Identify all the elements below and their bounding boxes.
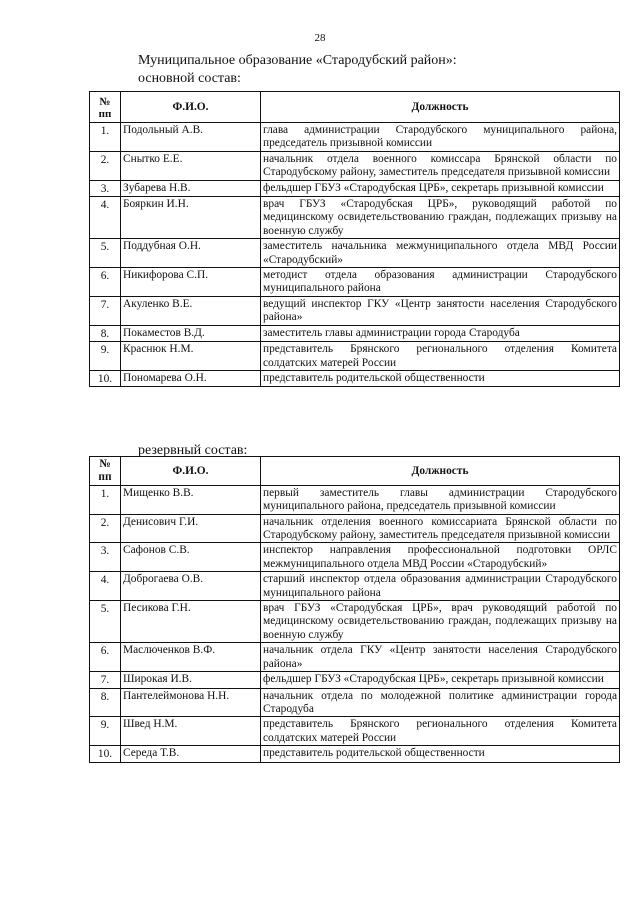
row-number: 7. [90,672,121,688]
table-row [90,717,620,746]
member-name: Поддубная О.Н. [121,239,261,268]
member-name: Широкая И.В. [121,672,261,688]
member-position: представитель Брянского регионального отделения Комитета солдатских матерей России [261,717,620,746]
member-position: врач ГБУЗ «Стародубская ЦРБ», руководящий работой по медицинскому освидетельствованию граждан, подлежащих призыву на военную службу [261,197,620,239]
table-row [90,197,620,239]
main-composition-table [89,91,620,387]
row-number: 1. [90,123,121,152]
row-number: 7. [90,296,121,325]
member-position: инспектор направления профессиональной подготовки ОРЛС межмуниципального отдела МВД России «Стародубский» [261,543,620,572]
row-number: 9. [90,717,121,746]
member-position: заместитель начальника межмуниципального отдела МВД России «Стародубский» [261,239,620,268]
member-name: Акуленко В.Е. [121,296,261,325]
member-position: первый заместитель главы администрации Стародубского муниципального района, председатель призывной комиссии [261,485,620,514]
row-number: 5. [90,239,121,268]
table-row [90,296,620,325]
member-name: Середа Т.В. [121,746,261,762]
header-position: Должность [261,92,620,123]
table-row [90,180,620,196]
member-name: Бояркин И.Н. [121,197,261,239]
table-row [90,672,620,688]
table-row [90,514,620,543]
row-number: 6. [90,268,121,297]
row-number: 3. [90,180,121,196]
table-row [90,268,620,297]
member-position: представитель родительской общественности [261,370,620,386]
member-position: методист отдела образования администрации Стародубского муниципального района [261,268,620,297]
member-position: глава администрации Стародубского муниципального района, председатель призывной комиссии [261,123,620,152]
member-name: Пантелеймонова Н.Н. [121,688,261,717]
row-number: 10. [90,370,121,386]
row-number: 3. [90,543,121,572]
row-number: 10. [90,746,121,762]
table-row [90,123,620,152]
row-number: 8. [90,688,121,717]
member-name: Сафонов С.В. [121,543,261,572]
header-num: № пп [90,92,121,123]
member-name: Песикова Г.Н. [121,601,261,643]
member-position: начальник отдела по молодежной политике администрации города Стародуба [261,688,620,717]
table-row [90,746,620,762]
page-number: 28 [314,32,326,44]
row-number: 8. [90,325,121,341]
member-name: Краснюк Н.М. [121,342,261,371]
table-header-row [90,457,620,486]
table-row [90,543,620,572]
table-row [90,601,620,643]
member-position: фельдшер ГБУЗ «Стародубская ЦРБ», секретарь призывной комиссии [261,180,620,196]
main-composition-label: основной состав: [138,71,241,86]
table-row [90,370,620,386]
member-position: ведущий инспектор ГКУ «Центр занятости населения Стародубского района» [261,296,620,325]
member-name: Снытко Е.Е. [121,151,261,180]
row-number: 2. [90,151,121,180]
member-name: Швед Н.М. [121,717,261,746]
table-row [90,325,620,341]
row-number: 9. [90,342,121,371]
member-position: фельдшер ГБУЗ «Стародубская ЦРБ», секретарь призывной комиссии [261,672,620,688]
member-position: заместитель главы администрации города Стародуба [261,325,620,341]
member-position: представитель Брянского регионального отделения Комитета солдатских матерей России [261,342,620,371]
row-number: 1. [90,485,121,514]
row-number: 2. [90,514,121,543]
member-position: представитель родительской общественности [261,746,620,762]
member-name: Никифорова С.П. [121,268,261,297]
member-name: Доброгаева О.В. [121,572,261,601]
reserve-composition-label: резервный состав: [138,443,248,458]
member-name: Мищенко В.В. [121,485,261,514]
table-header-row [90,92,620,123]
header-name: Ф.И.О. [121,457,261,486]
member-name: Маслюченков В.Ф. [121,643,261,672]
table-row [90,688,620,717]
member-name: Пономарева О.Н. [121,370,261,386]
member-name: Зубарева Н.В. [121,180,261,196]
header-num: № пп [90,457,121,486]
table-row [90,239,620,268]
row-number: 4. [90,197,121,239]
table-row [90,485,620,514]
municipality-title: Муниципальное образование «Стародубский район»: [138,53,457,68]
member-position: начальник отдела военного комиссара Брянской области по Стародубскому району, заместитель председателя призывной комиссии [261,151,620,180]
member-position: старший инспектор отдела образования администрации Стародубского муниципального района [261,572,620,601]
row-number: 5. [90,601,121,643]
reserve-composition-table [89,456,620,763]
member-position: врач ГБУЗ «Стародубская ЦРБ», врач руководящий работой по медицинскому освидетельствованию граждан, подлежащих призыву на военную службу [261,601,620,643]
member-name: Подольный А.В. [121,123,261,152]
header-name: Ф.И.О. [121,92,261,123]
table-row [90,342,620,371]
row-number: 6. [90,643,121,672]
member-name: Денисович Г.И. [121,514,261,543]
member-name: Покаместов В.Д. [121,325,261,341]
member-position: начальник отдела ГКУ «Центр занятости населения Стародубского района» [261,643,620,672]
row-number: 4. [90,572,121,601]
table-row [90,572,620,601]
member-position: начальник отделения военного комиссариата Брянской области по Стародубскому району, заместитель председателя призывной комиссии [261,514,620,543]
table-row [90,151,620,180]
header-position: Должность [261,457,620,486]
table-row [90,643,620,672]
